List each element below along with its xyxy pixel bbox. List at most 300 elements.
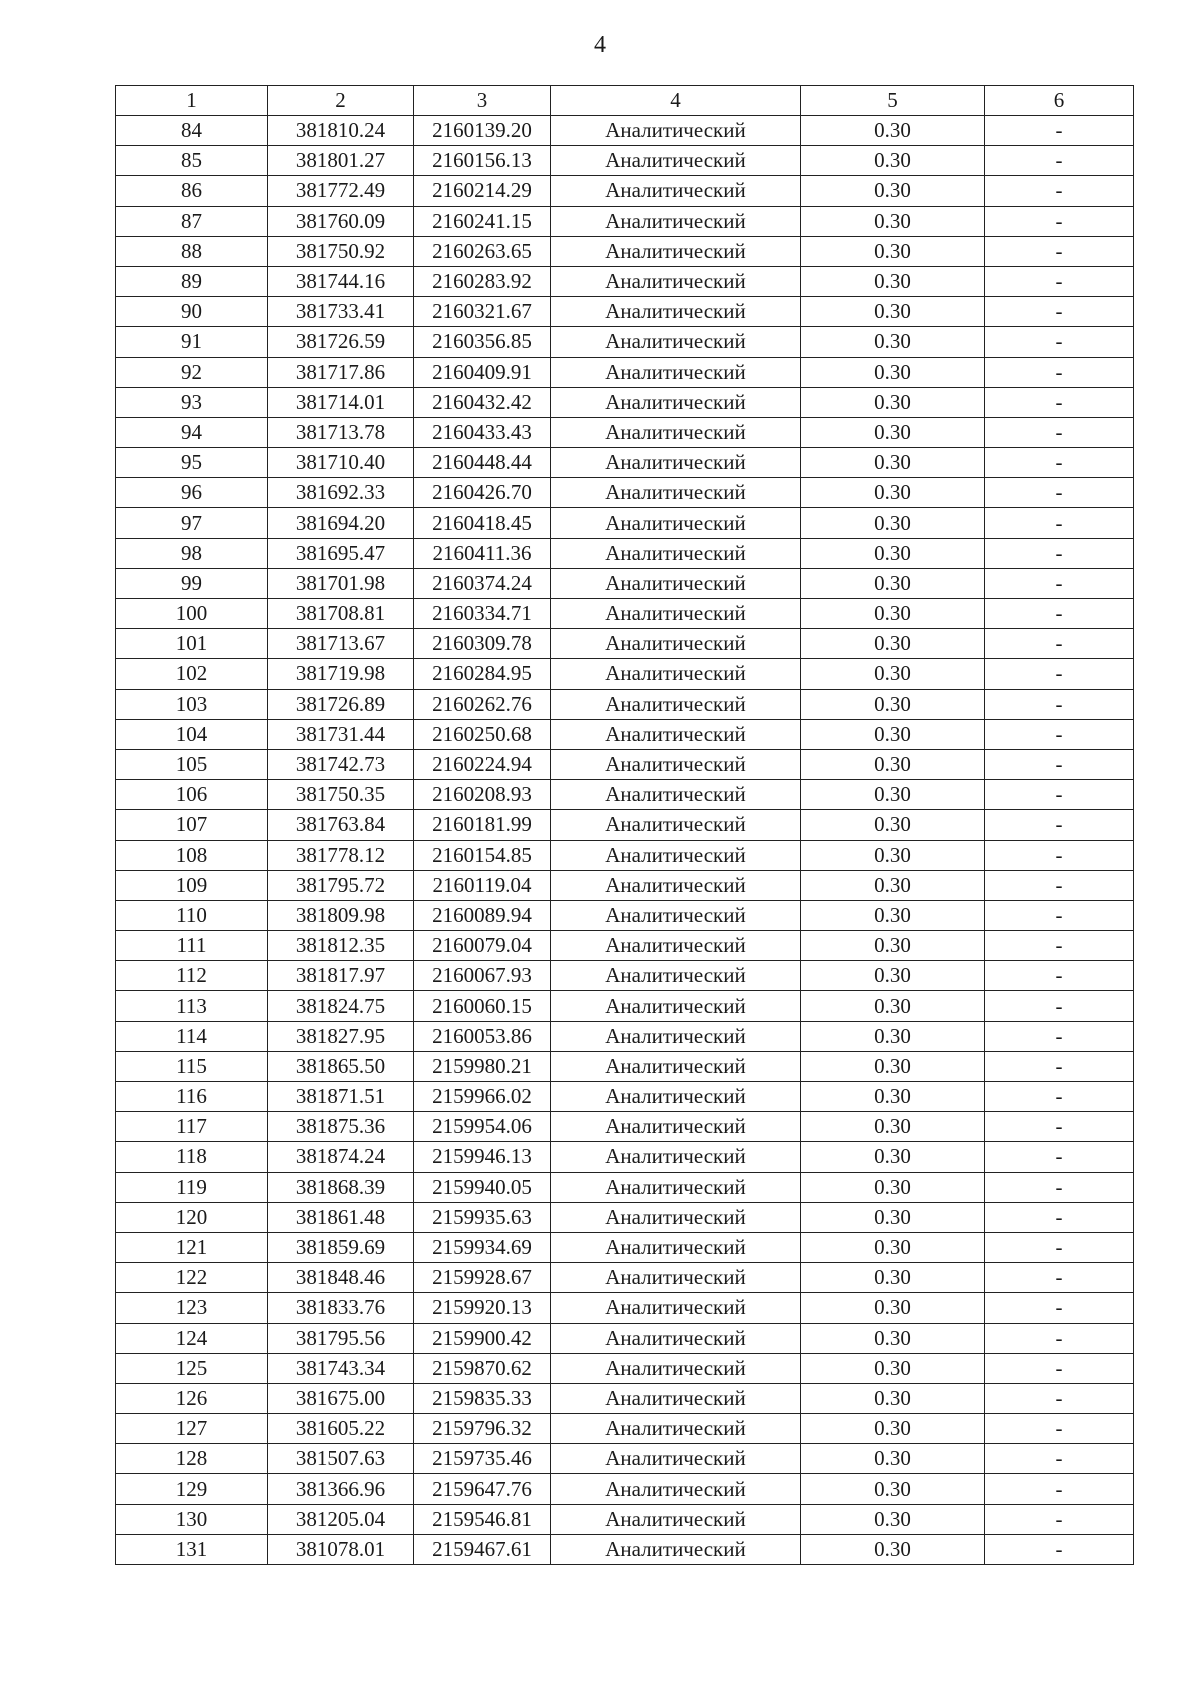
cell-x-coordinate: 381750.35 [268, 780, 414, 810]
cell-point-number: 92 [116, 357, 268, 387]
cell-x-coordinate: 381760.09 [268, 206, 414, 236]
table-row [116, 1112, 1134, 1142]
table-row [116, 1293, 1134, 1323]
cell-x-coordinate: 381078.01 [268, 1534, 414, 1564]
cell-x-coordinate: 381605.22 [268, 1414, 414, 1444]
cell-note: - [985, 1051, 1134, 1081]
cell-y-coordinate: 2160067.93 [414, 961, 551, 991]
cell-y-coordinate: 2159796.32 [414, 1414, 551, 1444]
table-row [116, 1474, 1134, 1504]
cell-point-number: 87 [116, 206, 268, 236]
cell-note: - [985, 749, 1134, 779]
cell-y-coordinate: 2160433.43 [414, 417, 551, 447]
cell-y-coordinate: 2159920.13 [414, 1293, 551, 1323]
cell-x-coordinate: 381717.86 [268, 357, 414, 387]
cell-accuracy: 0.30 [801, 417, 985, 447]
cell-y-coordinate: 2159467.61 [414, 1534, 551, 1564]
table-row [116, 689, 1134, 719]
cell-x-coordinate: 381763.84 [268, 810, 414, 840]
cell-point-number: 115 [116, 1051, 268, 1081]
cell-point-number: 118 [116, 1142, 268, 1172]
cell-method: Аналитический [551, 206, 801, 236]
cell-note: - [985, 629, 1134, 659]
cell-method: Аналитический [551, 327, 801, 357]
table-row [116, 991, 1134, 1021]
cell-point-number: 113 [116, 991, 268, 1021]
table-row [116, 387, 1134, 417]
cell-note: - [985, 1263, 1134, 1293]
table-row [116, 1142, 1134, 1172]
table-row [116, 327, 1134, 357]
cell-note: - [985, 1202, 1134, 1232]
cell-accuracy: 0.30 [801, 1082, 985, 1112]
cell-x-coordinate: 381714.01 [268, 387, 414, 417]
cell-point-number: 126 [116, 1383, 268, 1413]
cell-accuracy: 0.30 [801, 931, 985, 961]
cell-note: - [985, 1021, 1134, 1051]
cell-accuracy: 0.30 [801, 478, 985, 508]
table-row [116, 900, 1134, 930]
table-row [116, 1534, 1134, 1564]
cell-note: - [985, 357, 1134, 387]
cell-point-number: 117 [116, 1112, 268, 1142]
cell-x-coordinate: 381778.12 [268, 840, 414, 870]
cell-point-number: 120 [116, 1202, 268, 1232]
cell-point-number: 88 [116, 236, 268, 266]
cell-y-coordinate: 2159546.81 [414, 1504, 551, 1534]
cell-note: - [985, 1082, 1134, 1112]
cell-point-number: 106 [116, 780, 268, 810]
cell-y-coordinate: 2159647.76 [414, 1474, 551, 1504]
cell-accuracy: 0.30 [801, 810, 985, 840]
cell-x-coordinate: 381810.24 [268, 116, 414, 146]
cell-accuracy: 0.30 [801, 1323, 985, 1353]
cell-point-number: 96 [116, 478, 268, 508]
cell-accuracy: 0.30 [801, 116, 985, 146]
cell-accuracy: 0.30 [801, 629, 985, 659]
table-row [116, 780, 1134, 810]
header-col-6: 6 [985, 86, 1134, 116]
cell-x-coordinate: 381726.59 [268, 327, 414, 357]
table-row [116, 719, 1134, 749]
header-col-3: 3 [414, 86, 551, 116]
cell-note: - [985, 1112, 1134, 1142]
cell-method: Аналитический [551, 1444, 801, 1474]
table-row [116, 116, 1134, 146]
cell-x-coordinate: 381713.67 [268, 629, 414, 659]
cell-point-number: 127 [116, 1414, 268, 1444]
cell-y-coordinate: 2159935.63 [414, 1202, 551, 1232]
cell-accuracy: 0.30 [801, 266, 985, 296]
table-row [116, 870, 1134, 900]
cell-x-coordinate: 381848.46 [268, 1263, 414, 1293]
table-row [116, 1051, 1134, 1081]
cell-x-coordinate: 381675.00 [268, 1383, 414, 1413]
cell-method: Аналитический [551, 599, 801, 629]
cell-accuracy: 0.30 [801, 1142, 985, 1172]
cell-x-coordinate: 381874.24 [268, 1142, 414, 1172]
cell-method: Аналитический [551, 1263, 801, 1293]
cell-method: Аналитический [551, 538, 801, 568]
cell-x-coordinate: 381833.76 [268, 1293, 414, 1323]
cell-x-coordinate: 381871.51 [268, 1082, 414, 1112]
table-row [116, 1172, 1134, 1202]
cell-x-coordinate: 381801.27 [268, 146, 414, 176]
cell-y-coordinate: 2159954.06 [414, 1112, 551, 1142]
table-row [116, 538, 1134, 568]
cell-point-number: 101 [116, 629, 268, 659]
table-row [116, 1232, 1134, 1262]
table-row [116, 1414, 1134, 1444]
cell-accuracy: 0.30 [801, 1353, 985, 1383]
cell-x-coordinate: 381750.92 [268, 236, 414, 266]
cell-point-number: 124 [116, 1323, 268, 1353]
cell-y-coordinate: 2160374.24 [414, 568, 551, 598]
table-row [116, 840, 1134, 870]
cell-point-number: 95 [116, 448, 268, 478]
table-row [116, 1263, 1134, 1293]
cell-x-coordinate: 381701.98 [268, 568, 414, 598]
cell-accuracy: 0.30 [801, 599, 985, 629]
cell-y-coordinate: 2160356.85 [414, 327, 551, 357]
cell-method: Аналитический [551, 900, 801, 930]
cell-note: - [985, 478, 1134, 508]
cell-point-number: 100 [116, 599, 268, 629]
cell-x-coordinate: 381795.72 [268, 870, 414, 900]
cell-method: Аналитический [551, 1383, 801, 1413]
table-row [116, 357, 1134, 387]
table-row [116, 1383, 1134, 1413]
cell-method: Аналитический [551, 1232, 801, 1262]
cell-note: - [985, 931, 1134, 961]
cell-accuracy: 0.30 [801, 900, 985, 930]
cell-point-number: 111 [116, 931, 268, 961]
cell-accuracy: 0.30 [801, 176, 985, 206]
cell-x-coordinate: 381731.44 [268, 719, 414, 749]
cell-method: Аналитический [551, 1353, 801, 1383]
cell-accuracy: 0.30 [801, 538, 985, 568]
cell-y-coordinate: 2160089.94 [414, 900, 551, 930]
cell-accuracy: 0.30 [801, 1112, 985, 1142]
cell-x-coordinate: 381733.41 [268, 297, 414, 327]
cell-point-number: 99 [116, 568, 268, 598]
cell-accuracy: 0.30 [801, 689, 985, 719]
cell-method: Аналитический [551, 1202, 801, 1232]
cell-y-coordinate: 2159928.67 [414, 1263, 551, 1293]
cell-method: Аналитический [551, 297, 801, 327]
cell-point-number: 131 [116, 1534, 268, 1564]
cell-accuracy: 0.30 [801, 780, 985, 810]
cell-y-coordinate: 2159870.62 [414, 1353, 551, 1383]
cell-note: - [985, 870, 1134, 900]
cell-accuracy: 0.30 [801, 1414, 985, 1444]
cell-note: - [985, 719, 1134, 749]
cell-method: Аналитический [551, 1051, 801, 1081]
cell-note: - [985, 1142, 1134, 1172]
cell-note: - [985, 417, 1134, 447]
cell-point-number: 129 [116, 1474, 268, 1504]
cell-accuracy: 0.30 [801, 327, 985, 357]
cell-note: - [985, 659, 1134, 689]
cell-point-number: 107 [116, 810, 268, 840]
cell-accuracy: 0.30 [801, 387, 985, 417]
cell-method: Аналитический [551, 508, 801, 538]
cell-point-number: 90 [116, 297, 268, 327]
cell-y-coordinate: 2160418.45 [414, 508, 551, 538]
cell-point-number: 125 [116, 1353, 268, 1383]
cell-note: - [985, 236, 1134, 266]
table-body [116, 116, 1134, 1565]
cell-method: Аналитический [551, 991, 801, 1021]
cell-point-number: 122 [116, 1263, 268, 1293]
cell-point-number: 102 [116, 659, 268, 689]
table-row [116, 417, 1134, 447]
cell-note: - [985, 1232, 1134, 1262]
cell-y-coordinate: 2159940.05 [414, 1172, 551, 1202]
table-row [116, 176, 1134, 206]
cell-point-number: 109 [116, 870, 268, 900]
cell-point-number: 104 [116, 719, 268, 749]
cell-accuracy: 0.30 [801, 1534, 985, 1564]
table-row [116, 599, 1134, 629]
cell-method: Аналитический [551, 1082, 801, 1112]
cell-method: Аналитический [551, 1474, 801, 1504]
table-header [116, 86, 1134, 116]
cell-y-coordinate: 2160224.94 [414, 749, 551, 779]
cell-y-coordinate: 2160156.13 [414, 146, 551, 176]
cell-method: Аналитический [551, 1323, 801, 1353]
cell-accuracy: 0.30 [801, 1021, 985, 1051]
page-number: 4 [594, 32, 606, 58]
cell-note: - [985, 538, 1134, 568]
cell-method: Аналитический [551, 689, 801, 719]
cell-y-coordinate: 2159946.13 [414, 1142, 551, 1172]
cell-x-coordinate: 381861.48 [268, 1202, 414, 1232]
cell-x-coordinate: 381694.20 [268, 508, 414, 538]
cell-method: Аналитический [551, 357, 801, 387]
cell-method: Аналитический [551, 629, 801, 659]
cell-method: Аналитический [551, 1414, 801, 1444]
cell-accuracy: 0.30 [801, 659, 985, 689]
cell-x-coordinate: 381366.96 [268, 1474, 414, 1504]
cell-method: Аналитический [551, 448, 801, 478]
cell-point-number: 128 [116, 1444, 268, 1474]
cell-note: - [985, 1444, 1134, 1474]
cell-note: - [985, 1414, 1134, 1444]
cell-accuracy: 0.30 [801, 297, 985, 327]
table-row [116, 810, 1134, 840]
table-row [116, 508, 1134, 538]
header-col-1: 1 [116, 86, 268, 116]
cell-x-coordinate: 381744.16 [268, 266, 414, 296]
cell-accuracy: 0.30 [801, 961, 985, 991]
table-row [116, 236, 1134, 266]
cell-method: Аналитический [551, 719, 801, 749]
cell-accuracy: 0.30 [801, 206, 985, 236]
cell-y-coordinate: 2160154.85 [414, 840, 551, 870]
cell-note: - [985, 297, 1134, 327]
cell-method: Аналитический [551, 870, 801, 900]
table-row [116, 629, 1134, 659]
cell-y-coordinate: 2159735.46 [414, 1444, 551, 1474]
cell-y-coordinate: 2160060.15 [414, 991, 551, 1021]
cell-note: - [985, 116, 1134, 146]
cell-y-coordinate: 2160426.70 [414, 478, 551, 508]
cell-accuracy: 0.30 [801, 991, 985, 1021]
table-row [116, 1353, 1134, 1383]
cell-note: - [985, 327, 1134, 357]
cell-method: Аналитический [551, 931, 801, 961]
cell-y-coordinate: 2160181.99 [414, 810, 551, 840]
cell-note: - [985, 146, 1134, 176]
cell-method: Аналитический [551, 568, 801, 598]
cell-y-coordinate: 2159934.69 [414, 1232, 551, 1262]
cell-accuracy: 0.30 [801, 146, 985, 176]
table-row [116, 1504, 1134, 1534]
cell-note: - [985, 448, 1134, 478]
cell-note: - [985, 1504, 1134, 1534]
cell-point-number: 123 [116, 1293, 268, 1323]
cell-point-number: 93 [116, 387, 268, 417]
cell-x-coordinate: 381772.49 [268, 176, 414, 206]
cell-x-coordinate: 381695.47 [268, 538, 414, 568]
cell-y-coordinate: 2159980.21 [414, 1051, 551, 1081]
cell-accuracy: 0.30 [801, 357, 985, 387]
cell-accuracy: 0.30 [801, 1444, 985, 1474]
table-row [116, 1444, 1134, 1474]
cell-x-coordinate: 381817.97 [268, 961, 414, 991]
cell-method: Аналитический [551, 116, 801, 146]
cell-note: - [985, 1323, 1134, 1353]
cell-x-coordinate: 381507.63 [268, 1444, 414, 1474]
cell-note: - [985, 1293, 1134, 1323]
cell-y-coordinate: 2160309.78 [414, 629, 551, 659]
cell-accuracy: 0.30 [801, 236, 985, 266]
cell-x-coordinate: 381859.69 [268, 1232, 414, 1262]
table-row [116, 266, 1134, 296]
cell-note: - [985, 206, 1134, 236]
cell-accuracy: 0.30 [801, 1504, 985, 1534]
cell-x-coordinate: 381713.78 [268, 417, 414, 447]
cell-accuracy: 0.30 [801, 749, 985, 779]
table-row [116, 448, 1134, 478]
table-row [116, 206, 1134, 236]
cell-note: - [985, 568, 1134, 598]
cell-x-coordinate: 381708.81 [268, 599, 414, 629]
cell-note: - [985, 266, 1134, 296]
cell-method: Аналитический [551, 1021, 801, 1051]
cell-x-coordinate: 381205.04 [268, 1504, 414, 1534]
table-row [116, 1202, 1134, 1232]
cell-note: - [985, 1383, 1134, 1413]
cell-point-number: 86 [116, 176, 268, 206]
cell-x-coordinate: 381868.39 [268, 1172, 414, 1202]
table-row [116, 568, 1134, 598]
cell-y-coordinate: 2160263.65 [414, 236, 551, 266]
cell-y-coordinate: 2160119.04 [414, 870, 551, 900]
cell-accuracy: 0.30 [801, 1293, 985, 1323]
cell-x-coordinate: 381795.56 [268, 1323, 414, 1353]
cell-note: - [985, 1353, 1134, 1383]
table-row [116, 146, 1134, 176]
cell-method: Аналитический [551, 1112, 801, 1142]
cell-method: Аналитический [551, 387, 801, 417]
cell-method: Аналитический [551, 780, 801, 810]
cell-y-coordinate: 2160321.67 [414, 297, 551, 327]
cell-method: Аналитический [551, 146, 801, 176]
cell-point-number: 97 [116, 508, 268, 538]
cell-note: - [985, 810, 1134, 840]
cell-point-number: 94 [116, 417, 268, 447]
cell-y-coordinate: 2160250.68 [414, 719, 551, 749]
cell-y-coordinate: 2160334.71 [414, 599, 551, 629]
cell-y-coordinate: 2160053.86 [414, 1021, 551, 1051]
header-col-5: 5 [801, 86, 985, 116]
table-row [116, 1021, 1134, 1051]
cell-note: - [985, 780, 1134, 810]
cell-note: - [985, 1172, 1134, 1202]
cell-accuracy: 0.30 [801, 1383, 985, 1413]
cell-accuracy: 0.30 [801, 508, 985, 538]
cell-note: - [985, 689, 1134, 719]
cell-accuracy: 0.30 [801, 1172, 985, 1202]
cell-accuracy: 0.30 [801, 1263, 985, 1293]
cell-note: - [985, 1534, 1134, 1564]
cell-accuracy: 0.30 [801, 870, 985, 900]
cell-x-coordinate: 381692.33 [268, 478, 414, 508]
cell-y-coordinate: 2160241.15 [414, 206, 551, 236]
cell-method: Аналитический [551, 961, 801, 991]
cell-point-number: 103 [116, 689, 268, 719]
cell-accuracy: 0.30 [801, 1051, 985, 1081]
cell-point-number: 84 [116, 116, 268, 146]
cell-accuracy: 0.30 [801, 568, 985, 598]
cell-accuracy: 0.30 [801, 1474, 985, 1504]
table-row [116, 749, 1134, 779]
cell-method: Аналитический [551, 840, 801, 870]
cell-x-coordinate: 381824.75 [268, 991, 414, 1021]
cell-point-number: 114 [116, 1021, 268, 1051]
cell-x-coordinate: 381865.50 [268, 1051, 414, 1081]
table-row [116, 478, 1134, 508]
cell-y-coordinate: 2159966.02 [414, 1082, 551, 1112]
cell-method: Аналитический [551, 1293, 801, 1323]
cell-point-number: 85 [116, 146, 268, 176]
cell-note: - [985, 991, 1134, 1021]
cell-point-number: 91 [116, 327, 268, 357]
cell-method: Аналитический [551, 749, 801, 779]
cell-point-number: 105 [116, 749, 268, 779]
cell-y-coordinate: 2160139.20 [414, 116, 551, 146]
cell-method: Аналитический [551, 236, 801, 266]
cell-note: - [985, 599, 1134, 629]
cell-method: Аналитический [551, 1142, 801, 1172]
cell-x-coordinate: 381743.34 [268, 1353, 414, 1383]
cell-y-coordinate: 2160283.92 [414, 266, 551, 296]
header-col-4: 4 [551, 86, 801, 116]
cell-point-number: 110 [116, 900, 268, 930]
cell-x-coordinate: 381726.89 [268, 689, 414, 719]
cell-y-coordinate: 2160208.93 [414, 780, 551, 810]
cell-method: Аналитический [551, 1534, 801, 1564]
cell-y-coordinate: 2160079.04 [414, 931, 551, 961]
cell-accuracy: 0.30 [801, 840, 985, 870]
cell-y-coordinate: 2160262.76 [414, 689, 551, 719]
cell-y-coordinate: 2160411.36 [414, 538, 551, 568]
cell-y-coordinate: 2159900.42 [414, 1323, 551, 1353]
cell-note: - [985, 387, 1134, 417]
cell-note: - [985, 176, 1134, 206]
